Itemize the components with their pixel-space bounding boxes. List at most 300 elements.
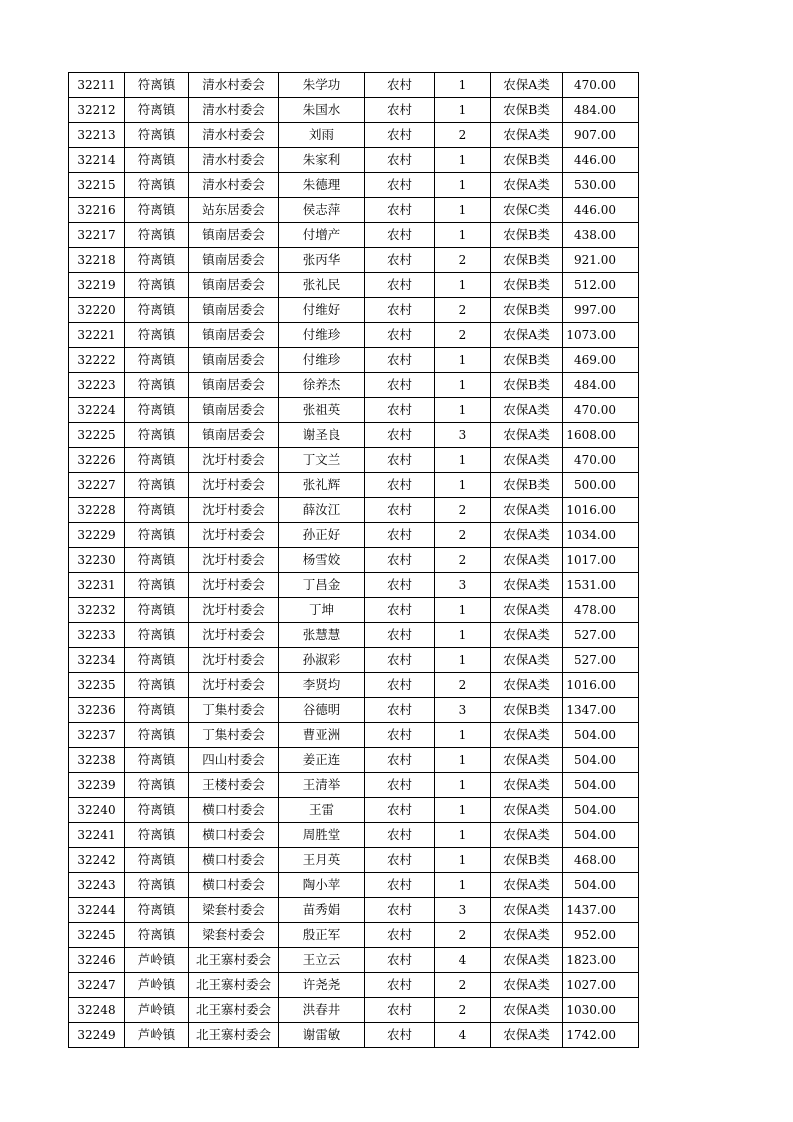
amount-cell: 1016.00 [563,498,639,523]
name-cell: 丁文兰 [279,448,365,473]
area-type-cell: 农村 [365,223,435,248]
insurance-class-cell: 农保A类 [491,173,563,198]
area-type-cell: 农村 [365,973,435,998]
amount-cell: 446.00 [563,198,639,223]
area-type-cell: 农村 [365,448,435,473]
area-type-cell: 农村 [365,323,435,348]
table-row [69,223,639,248]
name-cell: 许尧尧 [279,973,365,998]
record-id-cell: 32242 [69,848,125,873]
committee-cell: 镇南居委会 [189,373,279,398]
record-id-cell: 32228 [69,498,125,523]
name-cell: 徐养杰 [279,373,365,398]
name-cell: 张慧慧 [279,623,365,648]
amount-cell: 484.00 [563,373,639,398]
household-count-cell: 1 [435,448,491,473]
table-row [69,773,639,798]
table-row [69,973,639,998]
town-cell: 符离镇 [125,373,189,398]
insurance-class-cell: 农保B类 [491,273,563,298]
town-cell: 符离镇 [125,848,189,873]
household-count-cell: 1 [435,723,491,748]
household-count-cell: 1 [435,473,491,498]
insurance-class-cell: 农保A类 [491,773,563,798]
household-count-cell: 2 [435,673,491,698]
name-cell: 张礼辉 [279,473,365,498]
record-id-cell: 32233 [69,623,125,648]
insurance-class-cell: 农保A类 [491,673,563,698]
insurance-class-cell: 农保A类 [491,998,563,1023]
town-cell: 符离镇 [125,523,189,548]
table-row [69,398,639,423]
committee-cell: 镇南居委会 [189,323,279,348]
record-id-cell: 32215 [69,173,125,198]
town-cell: 符离镇 [125,448,189,473]
area-type-cell: 农村 [365,123,435,148]
committee-cell: 丁集村委会 [189,723,279,748]
amount-cell: 512.00 [563,273,639,298]
committee-cell: 沈圩村委会 [189,598,279,623]
area-type-cell: 农村 [365,748,435,773]
amount-cell: 446.00 [563,148,639,173]
amount-cell: 478.00 [563,598,639,623]
committee-cell: 镇南居委会 [189,223,279,248]
committee-cell: 沈圩村委会 [189,623,279,648]
household-count-cell: 2 [435,923,491,948]
household-count-cell: 1 [435,398,491,423]
record-id-cell: 32246 [69,948,125,973]
amount-cell: 997.00 [563,298,639,323]
committee-cell: 清水村委会 [189,73,279,98]
household-count-cell: 2 [435,248,491,273]
record-id-cell: 32223 [69,373,125,398]
town-cell: 符离镇 [125,123,189,148]
committee-cell: 站东居委会 [189,198,279,223]
name-cell: 朱家利 [279,148,365,173]
amount-cell: 484.00 [563,98,639,123]
household-count-cell: 1 [435,623,491,648]
area-type-cell: 农村 [365,948,435,973]
table-row [69,148,639,173]
record-id-cell: 32236 [69,698,125,723]
town-cell: 芦岭镇 [125,1023,189,1048]
household-count-cell: 3 [435,573,491,598]
record-id-cell: 32214 [69,148,125,173]
area-type-cell: 农村 [365,1023,435,1048]
committee-cell: 镇南居委会 [189,398,279,423]
household-count-cell: 1 [435,98,491,123]
insurance-class-cell: 农保A类 [491,123,563,148]
record-id-cell: 32244 [69,898,125,923]
area-type-cell: 农村 [365,823,435,848]
name-cell: 孙淑彩 [279,648,365,673]
insurance-class-cell: 农保A类 [491,948,563,973]
town-cell: 符离镇 [125,648,189,673]
committee-cell: 横口村委会 [189,798,279,823]
area-type-cell: 农村 [365,373,435,398]
household-count-cell: 2 [435,523,491,548]
insurance-class-cell: 农保B类 [491,848,563,873]
record-id-cell: 32216 [69,198,125,223]
record-id-cell: 32243 [69,873,125,898]
town-cell: 符离镇 [125,98,189,123]
amount-cell: 500.00 [563,473,639,498]
household-count-cell: 2 [435,298,491,323]
name-cell: 王月英 [279,848,365,873]
committee-cell: 横口村委会 [189,823,279,848]
committee-cell: 丁集村委会 [189,698,279,723]
committee-cell: 沈圩村委会 [189,448,279,473]
insurance-class-cell: 农保B类 [491,248,563,273]
record-id-cell: 32237 [69,723,125,748]
table-row [69,573,639,598]
record-id-cell: 32239 [69,773,125,798]
committee-cell: 镇南居委会 [189,248,279,273]
table-row [69,998,639,1023]
table-row [69,473,639,498]
table-row [69,598,639,623]
amount-cell: 1016.00 [563,673,639,698]
household-count-cell: 1 [435,273,491,298]
amount-cell: 469.00 [563,348,639,373]
household-count-cell: 1 [435,223,491,248]
committee-cell: 清水村委会 [189,148,279,173]
insurance-class-cell: 农保A类 [491,823,563,848]
committee-cell: 沈圩村委会 [189,573,279,598]
committee-cell: 沈圩村委会 [189,523,279,548]
area-type-cell: 农村 [365,298,435,323]
committee-cell: 沈圩村委会 [189,498,279,523]
area-type-cell: 农村 [365,198,435,223]
name-cell: 付维珍 [279,348,365,373]
name-cell: 洪春井 [279,998,365,1023]
name-cell: 侯志萍 [279,198,365,223]
record-id-cell: 32211 [69,73,125,98]
name-cell: 付维珍 [279,323,365,348]
amount-cell: 530.00 [563,173,639,198]
town-cell: 符离镇 [125,223,189,248]
insurance-class-cell: 农保A类 [491,623,563,648]
table-row [69,623,639,648]
area-type-cell: 农村 [365,848,435,873]
area-type-cell: 农村 [365,898,435,923]
town-cell: 符离镇 [125,473,189,498]
town-cell: 符离镇 [125,423,189,448]
table-row [69,448,639,473]
name-cell: 周胜堂 [279,823,365,848]
table-row [69,73,639,98]
name-cell: 付增产 [279,223,365,248]
committee-cell: 北王寨村委会 [189,948,279,973]
record-id-cell: 32249 [69,1023,125,1048]
table-row [69,823,639,848]
table-row [69,98,639,123]
committee-cell: 沈圩村委会 [189,673,279,698]
committee-cell: 沈圩村委会 [189,473,279,498]
area-type-cell: 农村 [365,273,435,298]
household-count-cell: 1 [435,173,491,198]
name-cell: 曹亚洲 [279,723,365,748]
amount-cell: 1608.00 [563,423,639,448]
name-cell: 付维好 [279,298,365,323]
insurance-class-cell: 农保B类 [491,148,563,173]
table-row [69,748,639,773]
insurance-class-cell: 农保A类 [491,1023,563,1048]
record-id-cell: 32224 [69,398,125,423]
town-cell: 符离镇 [125,198,189,223]
town-cell: 符离镇 [125,748,189,773]
amount-cell: 504.00 [563,723,639,748]
town-cell: 符离镇 [125,573,189,598]
insurance-class-cell: 农保A类 [491,548,563,573]
insurance-class-cell: 农保B类 [491,348,563,373]
town-cell: 符离镇 [125,898,189,923]
town-cell: 符离镇 [125,498,189,523]
committee-cell: 镇南居委会 [189,423,279,448]
name-cell: 王立云 [279,948,365,973]
name-cell: 丁坤 [279,598,365,623]
town-cell: 符离镇 [125,273,189,298]
household-count-cell: 1 [435,823,491,848]
record-id-cell: 32221 [69,323,125,348]
name-cell: 薛汝江 [279,498,365,523]
town-cell: 符离镇 [125,723,189,748]
insurance-class-cell: 农保B类 [491,223,563,248]
record-id-cell: 32220 [69,298,125,323]
table-row [69,698,639,723]
record-id-cell: 32232 [69,598,125,623]
town-cell: 符离镇 [125,698,189,723]
insurance-class-cell: 农保A类 [491,523,563,548]
town-cell: 符离镇 [125,923,189,948]
name-cell: 谢雷敏 [279,1023,365,1048]
area-type-cell: 农村 [365,98,435,123]
record-id-cell: 32212 [69,98,125,123]
table-row [69,1023,639,1048]
amount-cell: 921.00 [563,248,639,273]
amount-cell: 907.00 [563,123,639,148]
insurance-class-cell: 农保B类 [491,98,563,123]
record-id-cell: 32225 [69,423,125,448]
area-type-cell: 农村 [365,348,435,373]
amount-cell: 470.00 [563,448,639,473]
table-row [69,348,639,373]
name-cell: 李贤均 [279,673,365,698]
table-row [69,298,639,323]
area-type-cell: 农村 [365,523,435,548]
area-type-cell: 农村 [365,498,435,523]
table-body [69,73,639,1048]
area-type-cell: 农村 [365,773,435,798]
household-count-cell: 1 [435,148,491,173]
name-cell: 王雷 [279,798,365,823]
household-count-cell: 4 [435,948,491,973]
household-count-cell: 4 [435,1023,491,1048]
amount-cell: 527.00 [563,623,639,648]
committee-cell: 清水村委会 [189,98,279,123]
amount-cell: 1823.00 [563,948,639,973]
record-id-cell: 32230 [69,548,125,573]
committee-cell: 沈圩村委会 [189,648,279,673]
name-cell: 刘雨 [279,123,365,148]
committee-cell: 镇南居委会 [189,273,279,298]
record-id-cell: 32241 [69,823,125,848]
area-type-cell: 农村 [365,398,435,423]
insurance-class-cell: 农保A类 [491,323,563,348]
name-cell: 孙正好 [279,523,365,548]
table-row [69,248,639,273]
insurance-class-cell: 农保A类 [491,923,563,948]
table-row [69,523,639,548]
record-id-cell: 32238 [69,748,125,773]
record-id-cell: 32219 [69,273,125,298]
committee-cell: 镇南居委会 [189,298,279,323]
town-cell: 芦岭镇 [125,998,189,1023]
household-count-cell: 2 [435,498,491,523]
committee-cell: 清水村委会 [189,123,279,148]
household-count-cell: 2 [435,323,491,348]
committee-cell: 梁套村委会 [189,898,279,923]
town-cell: 符离镇 [125,623,189,648]
name-cell: 张祖英 [279,398,365,423]
table-row [69,423,639,448]
amount-cell: 504.00 [563,873,639,898]
table-row [69,373,639,398]
town-cell: 符离镇 [125,148,189,173]
household-count-cell: 1 [435,373,491,398]
table-row [69,948,639,973]
committee-cell: 北王寨村委会 [189,1023,279,1048]
area-type-cell: 农村 [365,648,435,673]
town-cell: 符离镇 [125,798,189,823]
table-row [69,673,639,698]
name-cell: 殷正军 [279,923,365,948]
name-cell: 王清举 [279,773,365,798]
table-row [69,873,639,898]
area-type-cell: 农村 [365,548,435,573]
name-cell: 张礼民 [279,273,365,298]
table-row [69,123,639,148]
household-count-cell: 3 [435,698,491,723]
amount-cell: 470.00 [563,398,639,423]
insurance-class-cell: 农保A类 [491,973,563,998]
town-cell: 符离镇 [125,323,189,348]
name-cell: 陶小苹 [279,873,365,898]
area-type-cell: 农村 [365,998,435,1023]
name-cell: 谷德明 [279,698,365,723]
area-type-cell: 农村 [365,873,435,898]
town-cell: 符离镇 [125,873,189,898]
area-type-cell: 农村 [365,723,435,748]
household-count-cell: 2 [435,998,491,1023]
name-cell: 朱德理 [279,173,365,198]
record-id-cell: 32234 [69,648,125,673]
table-row [69,323,639,348]
table-row [69,198,639,223]
record-id-cell: 32229 [69,523,125,548]
table-row [69,498,639,523]
town-cell: 芦岭镇 [125,973,189,998]
name-cell: 姜正连 [279,748,365,773]
table-row [69,548,639,573]
area-type-cell: 农村 [365,573,435,598]
amount-cell: 1027.00 [563,973,639,998]
town-cell: 符离镇 [125,548,189,573]
table-row [69,848,639,873]
area-type-cell: 农村 [365,598,435,623]
town-cell: 符离镇 [125,398,189,423]
record-id-cell: 32222 [69,348,125,373]
amount-cell: 470.00 [563,73,639,98]
amount-cell: 1030.00 [563,998,639,1023]
insurance-class-cell: 农保A类 [491,598,563,623]
area-type-cell: 农村 [365,923,435,948]
insurance-class-cell: 农保A类 [491,748,563,773]
record-id-cell: 32227 [69,473,125,498]
area-type-cell: 农村 [365,798,435,823]
town-cell: 符离镇 [125,598,189,623]
committee-cell: 北王寨村委会 [189,998,279,1023]
area-type-cell: 农村 [365,423,435,448]
amount-cell: 504.00 [563,798,639,823]
amount-cell: 504.00 [563,748,639,773]
household-count-cell: 1 [435,773,491,798]
household-count-cell: 2 [435,123,491,148]
insurance-class-cell: 农保A类 [491,648,563,673]
committee-cell: 王楼村委会 [189,773,279,798]
amount-cell: 504.00 [563,773,639,798]
household-count-cell: 1 [435,598,491,623]
area-type-cell: 农村 [365,173,435,198]
insurance-class-cell: 农保A类 [491,448,563,473]
household-count-cell: 2 [435,973,491,998]
table-row [69,723,639,748]
amount-cell: 1017.00 [563,548,639,573]
name-cell: 苗秀娟 [279,898,365,923]
committee-cell: 镇南居委会 [189,348,279,373]
insurance-class-cell: 农保B类 [491,698,563,723]
insurance-class-cell: 农保A类 [491,573,563,598]
record-id-cell: 32247 [69,973,125,998]
insurance-class-cell: 农保A类 [491,798,563,823]
record-id-cell: 32231 [69,573,125,598]
insurance-class-cell: 农保B类 [491,473,563,498]
amount-cell: 952.00 [563,923,639,948]
insurance-class-cell: 农保A类 [491,423,563,448]
town-cell: 符离镇 [125,73,189,98]
name-cell: 杨雪姣 [279,548,365,573]
record-id-cell: 32218 [69,248,125,273]
household-count-cell: 3 [435,898,491,923]
area-type-cell: 农村 [365,248,435,273]
household-count-cell: 1 [435,748,491,773]
table-row [69,273,639,298]
area-type-cell: 农村 [365,473,435,498]
insurance-class-cell: 农保A类 [491,73,563,98]
table-row [69,898,639,923]
amount-cell: 1742.00 [563,1023,639,1048]
town-cell: 符离镇 [125,173,189,198]
household-count-cell: 1 [435,848,491,873]
household-count-cell: 1 [435,798,491,823]
committee-cell: 横口村委会 [189,873,279,898]
committee-cell: 北王寨村委会 [189,973,279,998]
insurance-class-cell: 农保A类 [491,498,563,523]
town-cell: 符离镇 [125,773,189,798]
table-row [69,648,639,673]
insurance-class-cell: 农保B类 [491,373,563,398]
town-cell: 符离镇 [125,348,189,373]
